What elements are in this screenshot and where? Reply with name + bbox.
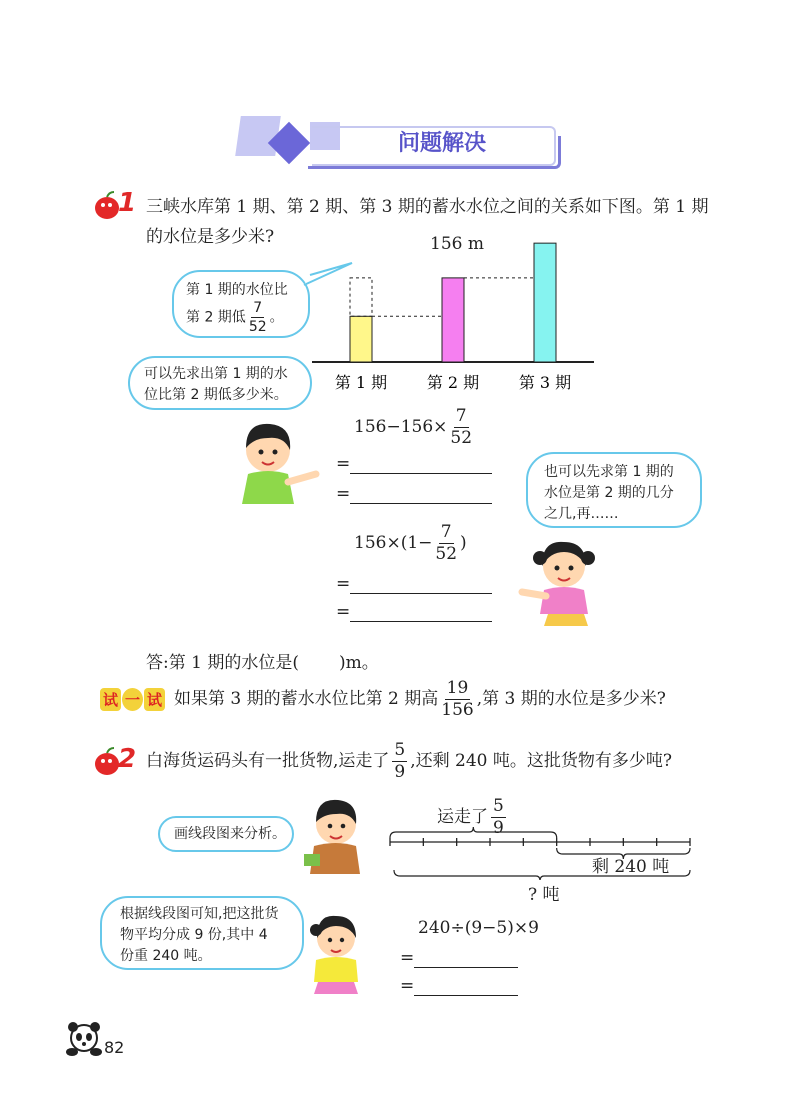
denominator: 52 <box>435 544 458 564</box>
page-title: 问题解决 <box>398 131 487 156</box>
fraction <box>435 524 457 563</box>
numerator: 7 <box>455 406 467 426</box>
denominator: 156 <box>441 700 474 720</box>
equals-sign: = <box>336 574 351 594</box>
speech-bubble <box>158 816 294 852</box>
answer-blank[interactable] <box>350 577 492 594</box>
problem2-text: 白海货运码头有一批货物,运走了 <box>146 751 390 771</box>
bubble-text: 也可以先求第 1 期的水位是第 2 期的几分之几,再…… <box>544 464 674 522</box>
fraction <box>441 680 473 719</box>
chart-value-label: 156 m <box>430 234 484 254</box>
numerator: 7 <box>253 300 263 316</box>
problem1-text-line2: 的水位是多少米? <box>146 227 275 247</box>
answer-blank[interactable] <box>350 457 492 474</box>
try-text: 如果第 3 期的蓄水水位比第 2 期高 <box>174 689 439 709</box>
girl-character-icon <box>518 536 608 628</box>
problem-number-badge <box>92 190 136 222</box>
answer-blank[interactable] <box>414 951 518 968</box>
answer-text: )m。 <box>338 653 379 673</box>
equals-sign: = <box>400 948 415 968</box>
bar <box>534 243 556 362</box>
boy-character-icon <box>228 420 324 510</box>
fraction <box>249 301 267 334</box>
numerator: 5 <box>394 740 406 760</box>
answer-blank[interactable] <box>350 487 492 504</box>
fraction <box>491 798 506 837</box>
equals-sign: = <box>400 976 415 996</box>
answer-text: 答:第 1 期的水位是( <box>146 653 299 673</box>
segment-label: 运走了 <box>437 807 488 827</box>
numerator: 7 <box>440 522 452 542</box>
problem-number: 1 <box>118 188 137 218</box>
page-number: 82 <box>104 1038 125 1057</box>
speech-bubble <box>128 356 312 410</box>
expression: ) <box>460 533 467 553</box>
fraction <box>450 408 472 447</box>
bubble-text: 第 2 期低 <box>186 309 246 326</box>
segment-label: 剩 240 吨 <box>592 857 670 877</box>
speech-bubble <box>100 896 304 970</box>
try-badge <box>100 688 165 711</box>
problem2-text: ,还剩 240 吨。这批货物有多少吨? <box>410 751 673 771</box>
x-tick-label: 第 3 期 <box>518 373 572 392</box>
header-banner <box>238 112 568 174</box>
try-badge-char: 试 <box>100 688 121 711</box>
numerator: 5 <box>493 796 504 816</box>
bubble-text: 可以先求出第 1 期的水位比第 2 期低多少米。 <box>144 366 288 403</box>
problem-number: 2 <box>118 744 137 774</box>
try-text: ,第 3 期的水位是多少米? <box>476 689 666 709</box>
expression: 156−156× <box>354 417 448 437</box>
bar <box>442 278 464 362</box>
bubble-text: 第 1 期的水位比 <box>186 282 288 298</box>
fraction <box>392 742 407 781</box>
bubble-text: 。 <box>269 309 284 326</box>
bubble-text: 画线段图来分析。 <box>174 826 286 842</box>
girl-character-icon <box>304 910 368 996</box>
try-badge-char: 试 <box>144 688 165 711</box>
equals-sign: = <box>336 602 351 622</box>
expression: 240÷(9−5)×9 <box>418 918 539 938</box>
equals-sign: = <box>336 454 351 474</box>
segment-total-label: ? 吨 <box>528 885 560 905</box>
answer-blank[interactable] <box>350 605 492 622</box>
numerator: 19 <box>446 678 469 698</box>
bubble-tail <box>300 255 360 295</box>
bubble-text: 根据线段图可知,把这批货物平均分成 9 份,其中 4 份重 240 吨。 <box>120 906 279 964</box>
speech-bubble <box>172 270 310 338</box>
problem-number-badge <box>92 746 136 778</box>
problem1-text-line1: 三峡水库第 1 期、第 2 期、第 3 期的蓄水水位之间的关系如下图。第 1 期 <box>146 197 709 217</box>
bar <box>350 316 372 362</box>
speech-bubble <box>526 452 702 528</box>
denominator: 52 <box>248 319 267 335</box>
expression: 156×(1− <box>354 533 433 553</box>
denominator: 52 <box>450 428 473 448</box>
equals-sign: = <box>336 484 351 504</box>
x-tick-label: 第 2 期 <box>426 373 480 392</box>
x-tick-label: 第 1 期 <box>334 373 388 392</box>
panda-icon <box>64 1020 104 1058</box>
denominator: 9 <box>394 762 406 782</box>
boy-character-icon <box>300 796 370 876</box>
denominator: 9 <box>493 818 504 838</box>
try-badge-char: 一 <box>122 688 143 711</box>
answer-blank[interactable] <box>414 979 518 996</box>
